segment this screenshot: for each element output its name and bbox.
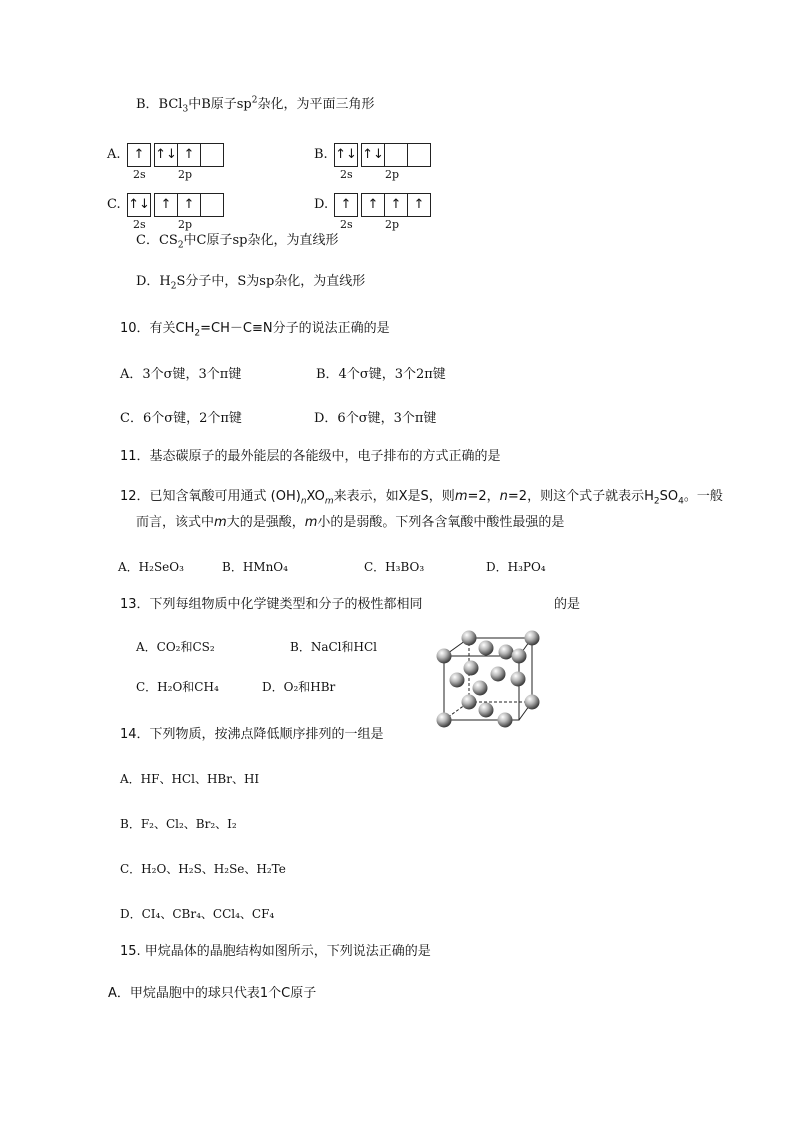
q12-option-b: B．HMnO₄ — [222, 560, 288, 574]
q13-option-a: A．CO₂和CS₂ — [136, 640, 215, 654]
orbital-box: ↑ — [154, 193, 178, 217]
sphere — [473, 681, 488, 696]
q12-option-d: D．H₃PO₄ — [486, 560, 546, 574]
q12-option-a: A．H₂SeO₃ — [118, 560, 184, 574]
orbital-label-2s: 2s — [340, 218, 353, 231]
orbital-box: ↑ — [177, 143, 201, 167]
orbital-label-2p: 2p — [178, 168, 193, 181]
orbital-box: ↑ — [361, 193, 385, 217]
orbital-box: ↑ — [127, 143, 151, 167]
q12-option-c: C．H₃BO₃ — [364, 560, 425, 574]
orbital-label-2s: 2s — [133, 168, 146, 181]
orbital-box: ↑↓ — [154, 143, 178, 167]
q10-stem: 10．有关$CH_2=CH-C\equiv N$分子的说法正确的是 — [120, 321, 390, 339]
q15-option-a: A．甲烷晶胞中的球只代表1个C原子 — [108, 986, 317, 1001]
q15-stem: 15. 甲烷晶体的晶胞结构如图所示，下列说法正确的是 — [120, 944, 431, 959]
methane-unit-cell-figure — [430, 626, 550, 732]
orbital-label-2p: 2p — [178, 218, 193, 231]
orbital-box — [200, 193, 224, 217]
orbital-box: ↑↓ — [127, 193, 151, 217]
sphere — [512, 649, 527, 664]
sphere — [525, 631, 540, 646]
orbital-box: ↑ — [334, 193, 358, 217]
orbital-box: ↑↓ — [334, 143, 358, 167]
sphere — [462, 631, 477, 646]
orbital-box — [200, 143, 224, 167]
q9-option-d: D．$H_2S$分子中，S为sp杂化，为直线形 — [136, 274, 366, 292]
sphere — [437, 649, 452, 664]
sphere — [450, 673, 465, 688]
orbital-label-2s: 2s — [340, 168, 353, 181]
sphere — [525, 695, 540, 710]
sphere — [464, 661, 479, 676]
orbital-box: ↑↓ — [361, 143, 385, 167]
sphere — [462, 695, 477, 710]
q10-option-a: A．3个σ键，3个π键 — [120, 367, 242, 382]
orbital-label-2p: 2p — [385, 168, 400, 181]
sphere — [479, 641, 494, 656]
q9-option-b: B．BCl$_3$中B原子$sp^2$杂化，为平面三角形 — [136, 95, 375, 115]
q11-stem: 11．基态碳原子的最外能层的各能级中，电子排布的方式正确的是 — [120, 449, 501, 464]
q14-stem: 14．下列物质，按沸点降低顺序排列的一组是 — [120, 727, 384, 742]
sphere — [491, 667, 506, 682]
q13-stem: 13．下列每组物质中化学键类型和分子的极性都相同 — [120, 597, 423, 612]
q9-option-c: C．$CS_2$中C原子sp杂化，为直线形 — [136, 233, 339, 251]
orbital-label-2p: 2p — [385, 218, 400, 231]
q13-option-d: D．O₂和HBr — [262, 680, 336, 694]
q14-option-d: D．CI₄、CBr₄、CCl₄、CF₄ — [120, 907, 275, 921]
q13-option-c: C．H₂O和CH₄ — [136, 680, 219, 694]
sphere — [498, 713, 513, 728]
orbital-choice-letter: B. — [314, 147, 328, 162]
orbital-box — [407, 143, 431, 167]
orbital-box: ↑ — [177, 193, 201, 217]
orbital-choice-letter: D. — [314, 197, 329, 212]
q12-stem-line2: 而言，该式中m大的是强酸，m小的是弱酸。下列各含氧酸中酸性最强的是 — [136, 515, 565, 530]
q14-option-a: A．HF、HCl、HBr、HI — [120, 772, 260, 786]
q10-option-b: B．4个σ键，3个2π键 — [316, 367, 446, 382]
orbital-choice-letter: C. — [107, 197, 121, 212]
orbital-choice-letter: A. — [107, 147, 121, 162]
q10-option-c: C．6个σ键，2个π键 — [120, 411, 242, 426]
q14-option-c: C．H₂O、H₂S、H₂Se、H₂Te — [120, 862, 286, 876]
orbital-box — [384, 143, 408, 167]
orbital-label-2s: 2s — [133, 218, 146, 231]
q14-option-b: B．F₂、Cl₂、Br₂、I₂ — [120, 817, 237, 831]
sphere — [437, 713, 452, 728]
q13-option-b: B．NaCl和HCl — [290, 640, 377, 654]
sphere — [511, 672, 526, 687]
q12-stem-line1: 12．已知含氧酸可用通式 $(OH)_nXO_m$来表示，如X是S，则m=2，n=2，则这个式子就表示$H_2SO_4$。一般 — [120, 489, 723, 507]
sphere — [499, 645, 514, 660]
sphere — [479, 703, 494, 718]
q13-stem-tail: 的是 — [554, 597, 581, 612]
orbital-box: ↑ — [384, 193, 408, 217]
orbital-box: ↑ — [407, 193, 431, 217]
q10-option-d: D．6个σ键，3个π键 — [314, 411, 437, 426]
